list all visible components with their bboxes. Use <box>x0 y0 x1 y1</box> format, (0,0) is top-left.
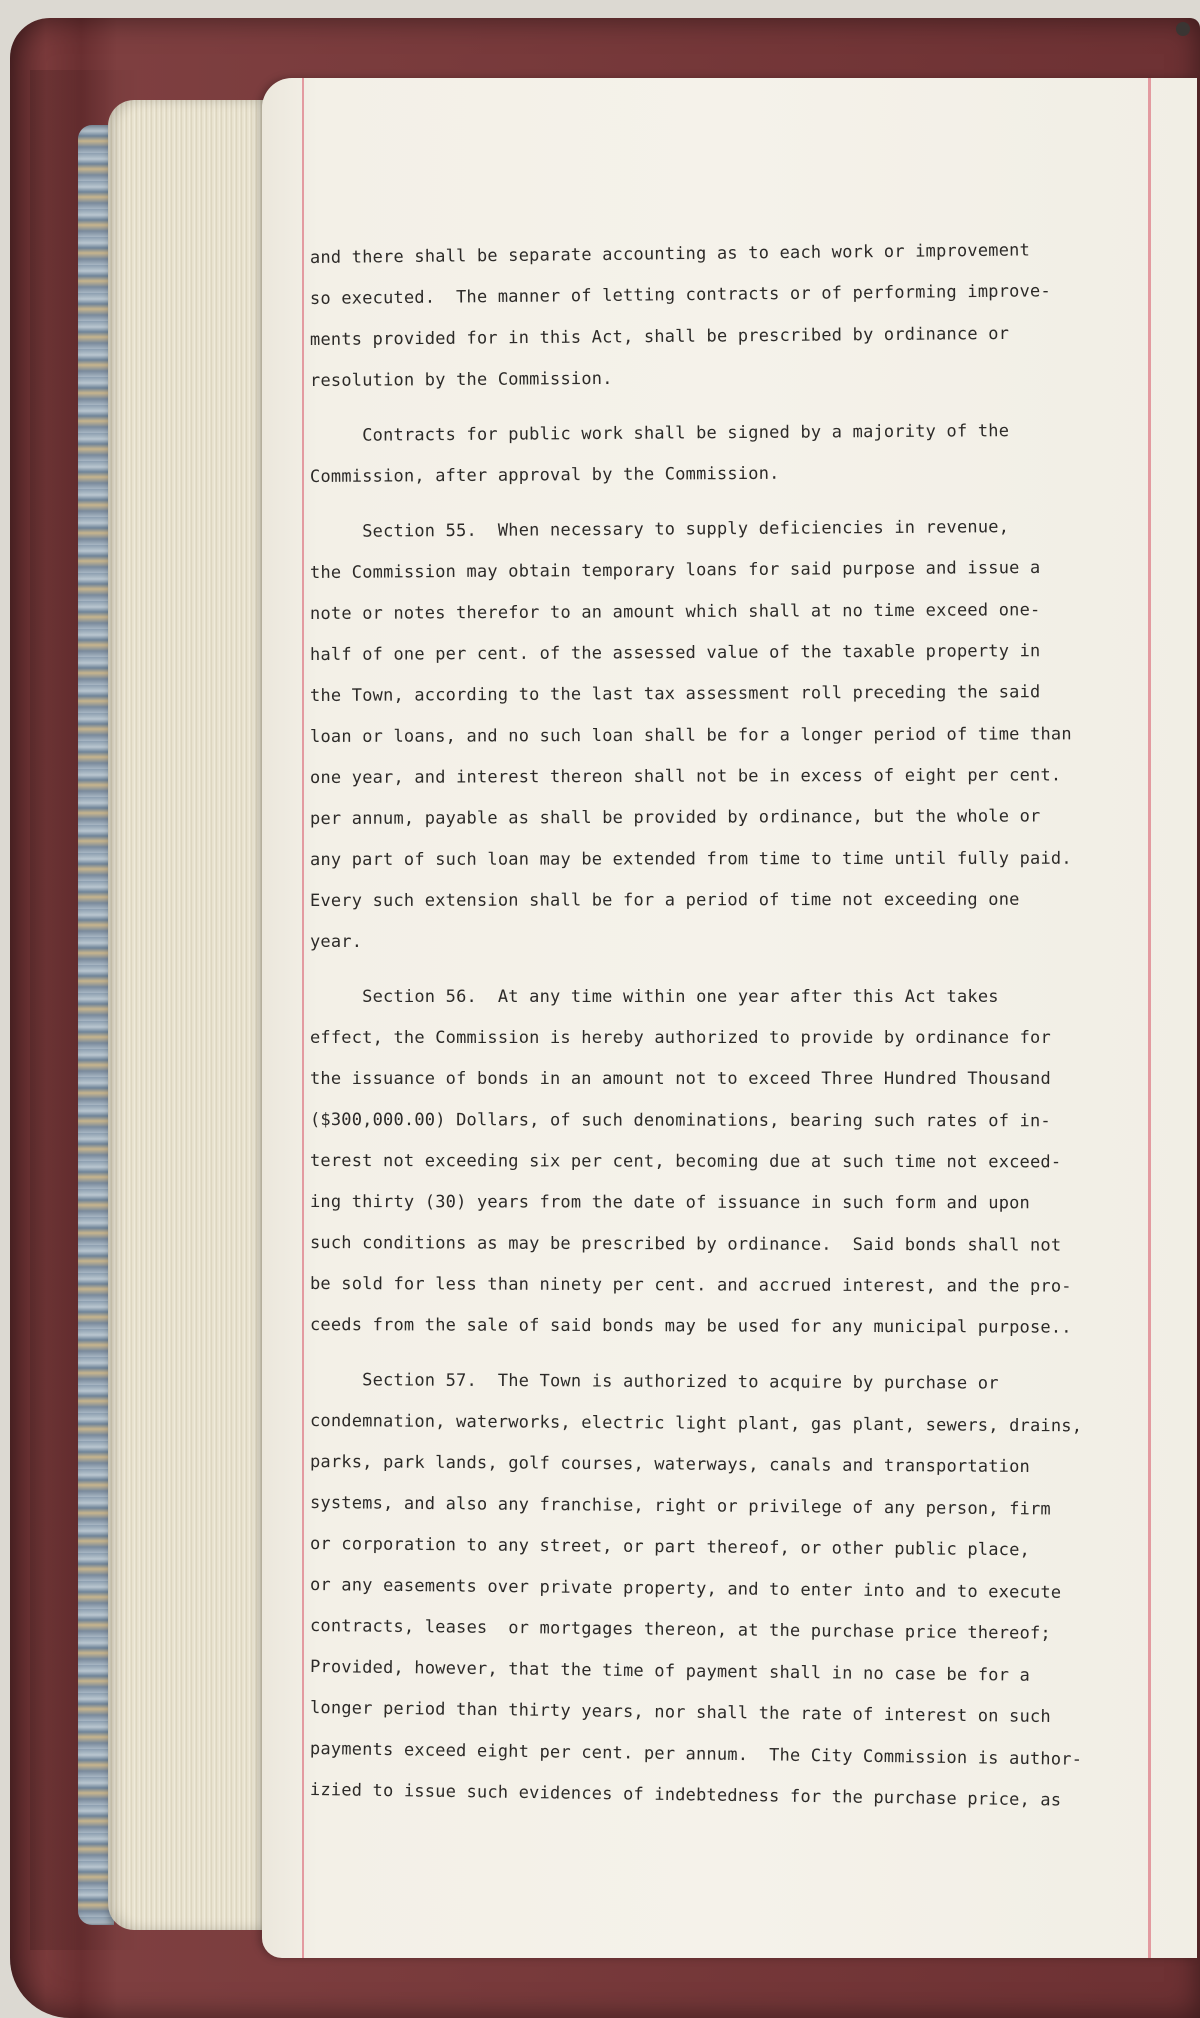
text-line: Provided, however, that the time of payment shall in no case be for a <box>309 1657 1031 1686</box>
paragraph <box>310 1360 1170 1811</box>
text-line: condemnation, waterworks, electric light plant, gas plant, sewers, drains, <box>309 1411 1083 1437</box>
text-line: or corporation to any street, or part thereof, or other public place, <box>309 1534 1031 1561</box>
text-line: longer period than thirty years, nor shall the rate of interest on such <box>309 1698 1051 1728</box>
text-line: so executed. The manner of letting contracts or of performing improve- <box>309 281 1051 309</box>
text-line: the Commission may obtain temporary loans for said purpose and issue a <box>309 557 1041 583</box>
text-line: such conditions as may be prescribed by ordinance. Said bonds shall not <box>309 1233 1062 1256</box>
text-line: ments provided for in this Act, shall be prescribed by ordinance or <box>309 323 1010 350</box>
text-line: Every such extension shall be for a period of time not exceeding one <box>309 889 1020 911</box>
text-line: Section 56. At any time within one year after this Act takes <box>310 987 999 1007</box>
text-line: Section 57. The Town is authorized to acquire by purchase or <box>309 1370 999 1394</box>
text-line: terest not exceeding six per cent, becoming due at such time not exceed- <box>309 1151 1062 1173</box>
text-line: Commission, after approval by the Commission. <box>309 463 780 487</box>
text-line: loan or loans, and no such loan shall be for a longer period of time than <box>309 724 1072 747</box>
paragraph <box>310 977 1170 1346</box>
text-line: systems, and also any franchise, right or privilege of any person, firm <box>309 1493 1051 1520</box>
text-line: per annum, payable as shall be provided by ordinance, but the whole or <box>309 806 1041 829</box>
text-line: contracts, leases or mortgages thereon, at the purchase price thereof; <box>309 1616 1051 1644</box>
page-stack <box>108 100 268 1930</box>
left-margin-rule <box>302 78 304 1958</box>
text-line: and there shall be separate accounting as to each work or improvement <box>309 240 1031 268</box>
text-line: ing thirty (30) years from the date of issuance in such form and upon <box>309 1192 1031 1214</box>
paragraph <box>310 416 1170 498</box>
text-line: half of one per cent. of the assessed value of the taxable property in <box>309 641 1041 665</box>
text-line: payments exceed eight per cent. per annum. The City Commission is author- <box>309 1739 1083 1770</box>
paragraph <box>310 512 1170 963</box>
text-line: izied to issue such evidences of indebtedness for the purchase price, as <box>309 1780 1062 1811</box>
text-line: any part of such loan may be extended from time to time until fully paid. <box>309 848 1072 870</box>
text-line: one year, and interest thereon shall not be in excess of eight per cent. <box>309 765 1062 788</box>
text-line: the issuance of bonds in an amount not to exceed Three Hundred Thousand <box>310 1069 1051 1089</box>
text-line: resolution by the Commission. <box>309 368 613 391</box>
text-line: ceeds from the sale of said bonds may be used for any municipal purpose.. <box>309 1315 1072 1338</box>
text-line: Contracts for public work shall be signed by a majority of the <box>309 421 1010 446</box>
text-line: Section 55. When necessary to supply deficiencies in revenue, <box>309 517 1010 542</box>
paragraph <box>310 238 1170 402</box>
corner-rivet <box>1176 22 1190 36</box>
text-line: or any easements over private property, and to enter into and to execute <box>309 1575 1062 1603</box>
text-line: the Town, according to the last tax assessment roll preceding the said <box>309 682 1041 706</box>
text-line: ($300,000.00) Dollars, of such denominations, bearing such rates of in- <box>309 1110 1051 1132</box>
text-line: be sold for less than ninety per cent. and accrued interest, and the pro- <box>309 1274 1072 1297</box>
text-line: effect, the Commission is hereby authorized to provide by ordinance for <box>310 1028 1051 1048</box>
text-line: note or notes therefor to an amount which shall at no time exceed one- <box>309 600 1041 624</box>
text-line: year. <box>310 932 363 952</box>
text-line: parks, park lands, golf courses, waterways, canals and transportation <box>309 1452 1031 1478</box>
typed-text-body <box>310 238 1170 1811</box>
